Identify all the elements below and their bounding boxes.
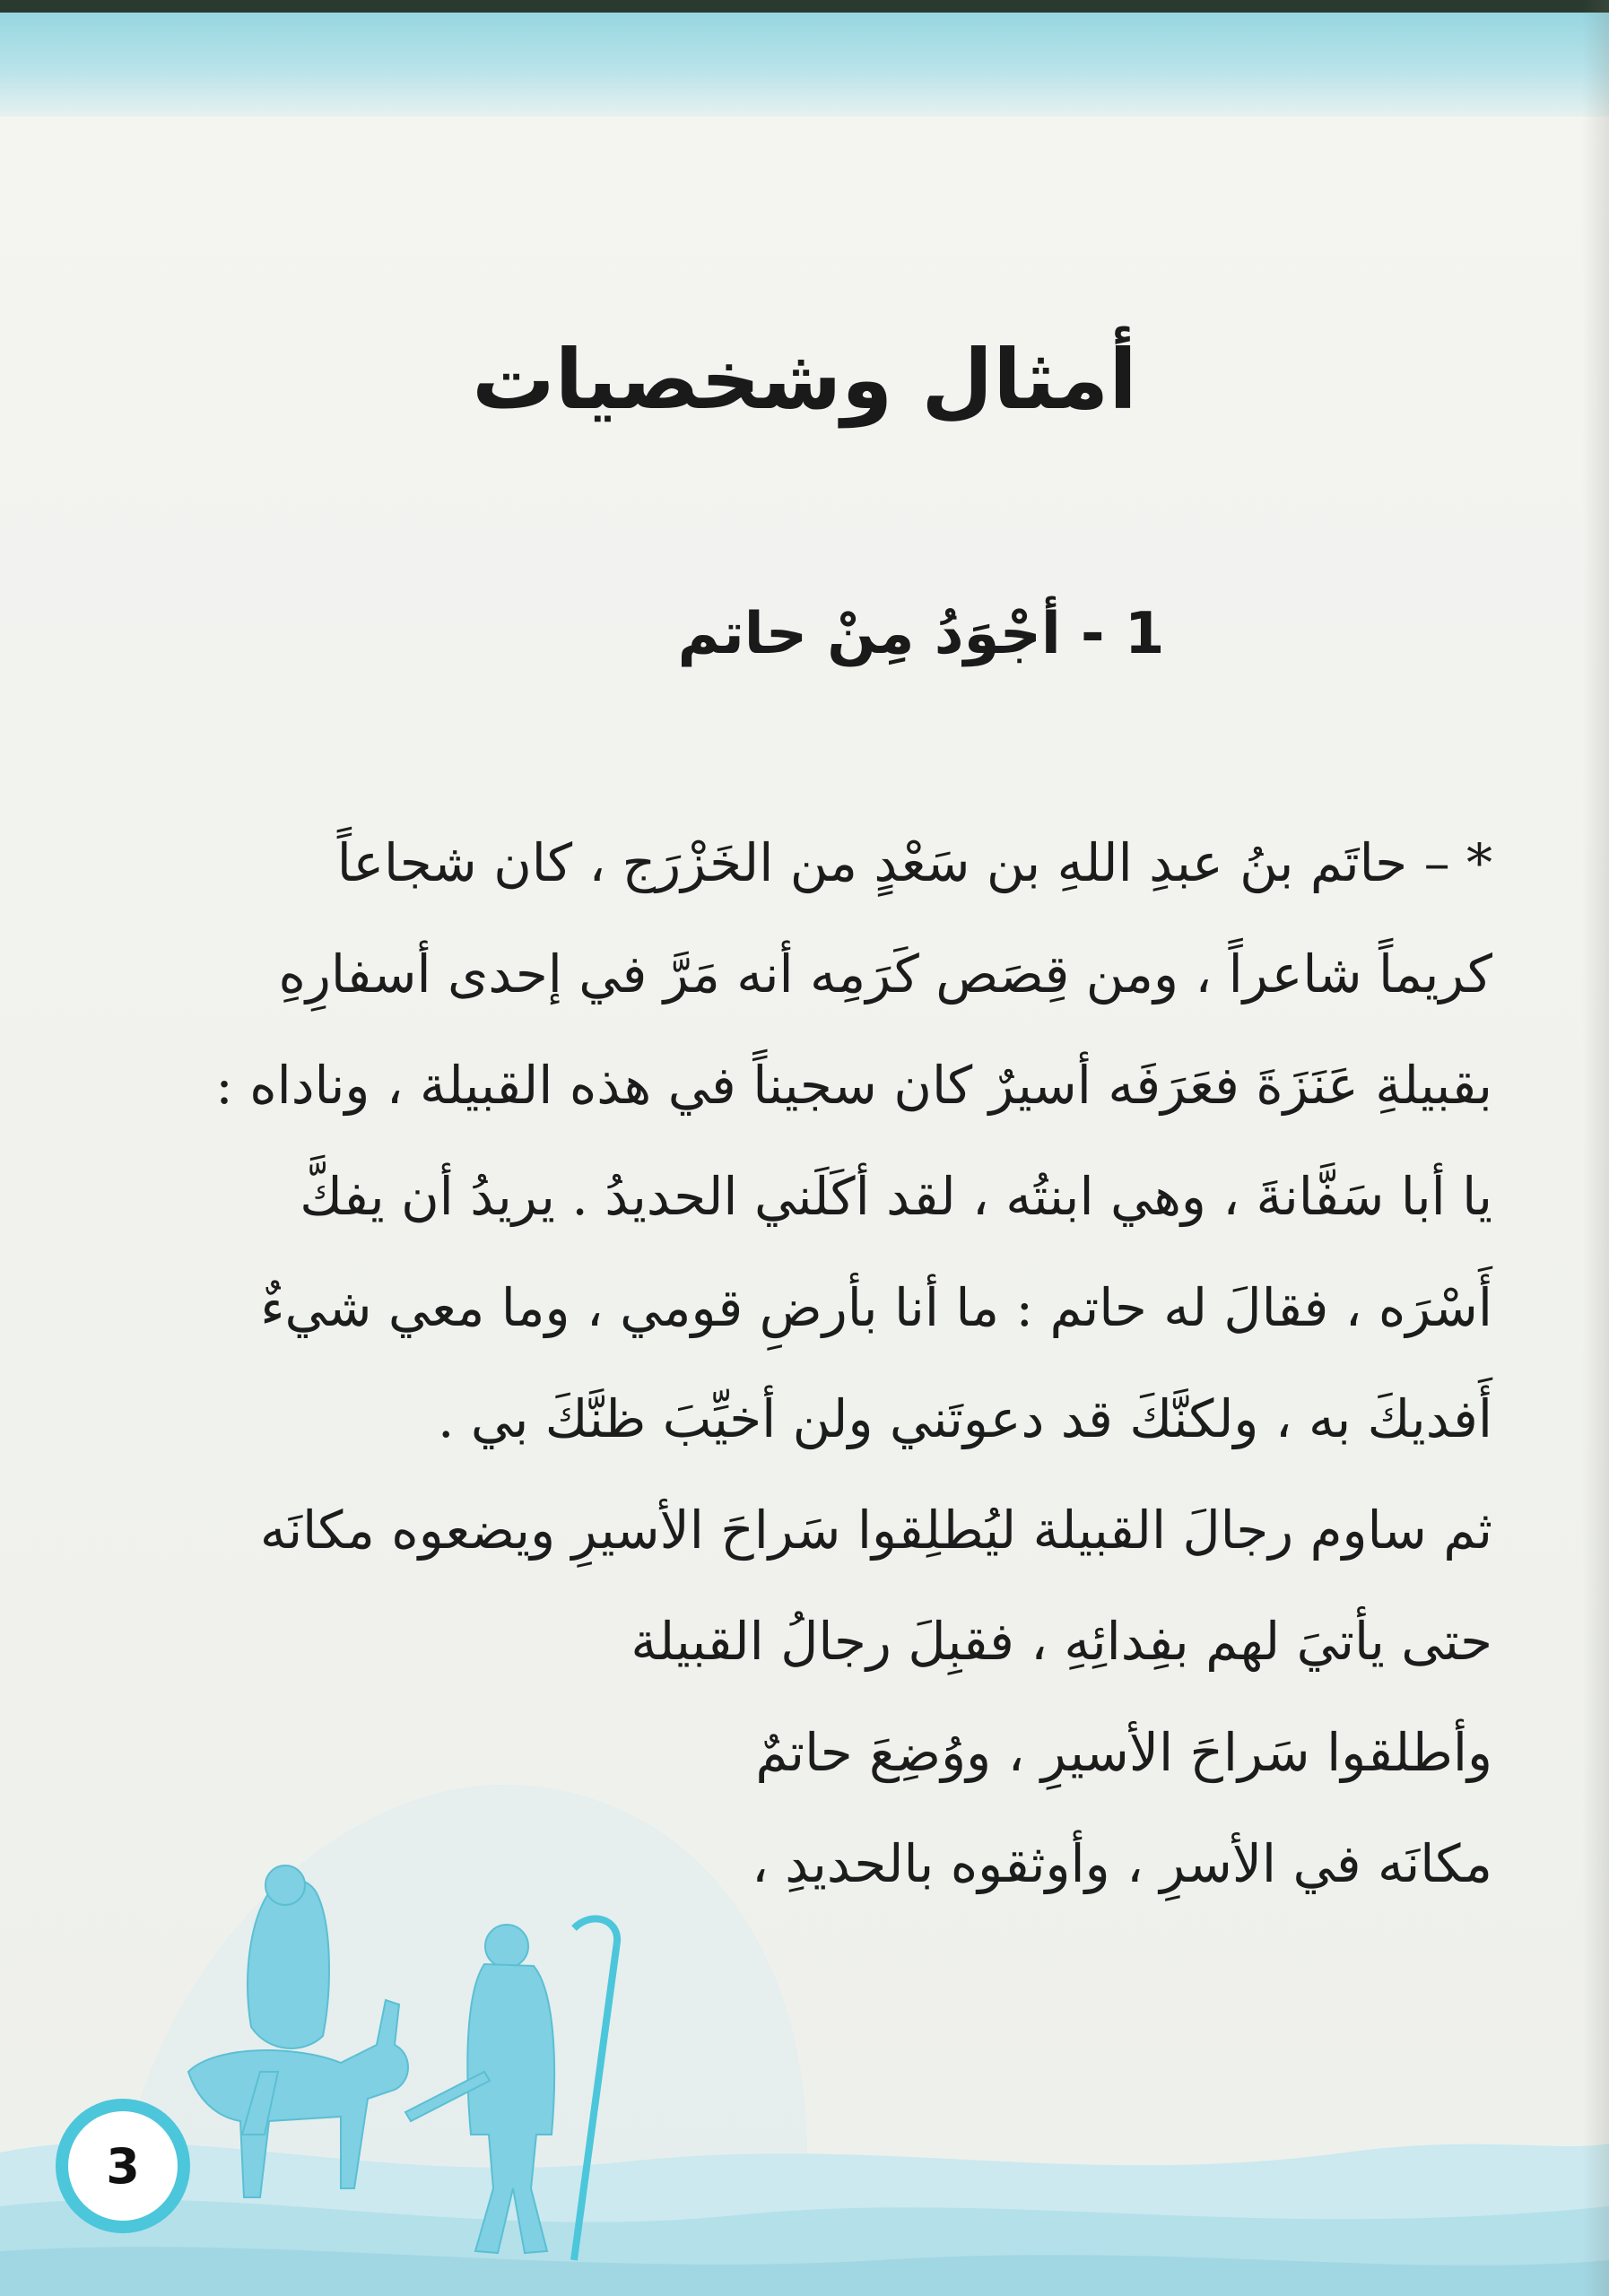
body-line: * – حاتَم بنُ عبدِ اللهِ بن سَعْدٍ من الخَزْرَج ، كان شجاعاً bbox=[336, 832, 1492, 893]
body-line: يا أبا سَفَّانةَ ، وهي ابنتُه ، لقد أكَلَني الحديدُ . يريدُ أن يفكَّ bbox=[300, 1166, 1492, 1227]
page-title: أمثال وشخصيات bbox=[472, 332, 1137, 428]
body-line: وأطلقوا سَراحَ الأسيرِ ، ووُضِعَ حاتمٌ bbox=[755, 1722, 1492, 1783]
top-color-band bbox=[0, 0, 1609, 117]
body-line: حتى يأتيَ لهم بفِدائِهِ ، فقبِلَ رجالُ القبيلة bbox=[631, 1611, 1492, 1672]
travelers-illustration bbox=[0, 1650, 1609, 2296]
body-line: مكانَه في الأسرِ ، وأوثقوه بالحديدِ ، bbox=[752, 1833, 1492, 1894]
body-line: كريماً شاعراً ، ومن قِصَص كَرَمِه أنه مَرَّ في إحدى أسفارِهِ bbox=[278, 944, 1492, 1004]
top-edge bbox=[0, 0, 1609, 13]
section-title: 1 - أجْوَدُ مِنْ حاتم bbox=[677, 601, 1165, 667]
page-edge-shadow bbox=[1582, 0, 1609, 2296]
body-line: بقبيلةِ عَنَزَةَ فعَرَفَه أسيرٌ كان سجيناً في هذه القبيلة ، وناداه : bbox=[215, 1055, 1492, 1116]
page-number: 3 bbox=[106, 2137, 140, 2195]
body-line: أَفديكَ به ، ولكنَّكَ قد دعوتَني ولن أخيِّبَ ظنَّكَ بي . bbox=[437, 1388, 1492, 1449]
page-number-badge bbox=[56, 2099, 190, 2233]
body-line: ثم ساوم رجالَ القبيلة ليُطلِقوا سَراحَ الأسيرِ ويضعوه مكانَه bbox=[259, 1500, 1492, 1561]
body-line: أَسْرَه ، فقالَ له حاتم : ما أنا بأرضِ قومي ، وما معي شيءٌ bbox=[260, 1277, 1492, 1338]
